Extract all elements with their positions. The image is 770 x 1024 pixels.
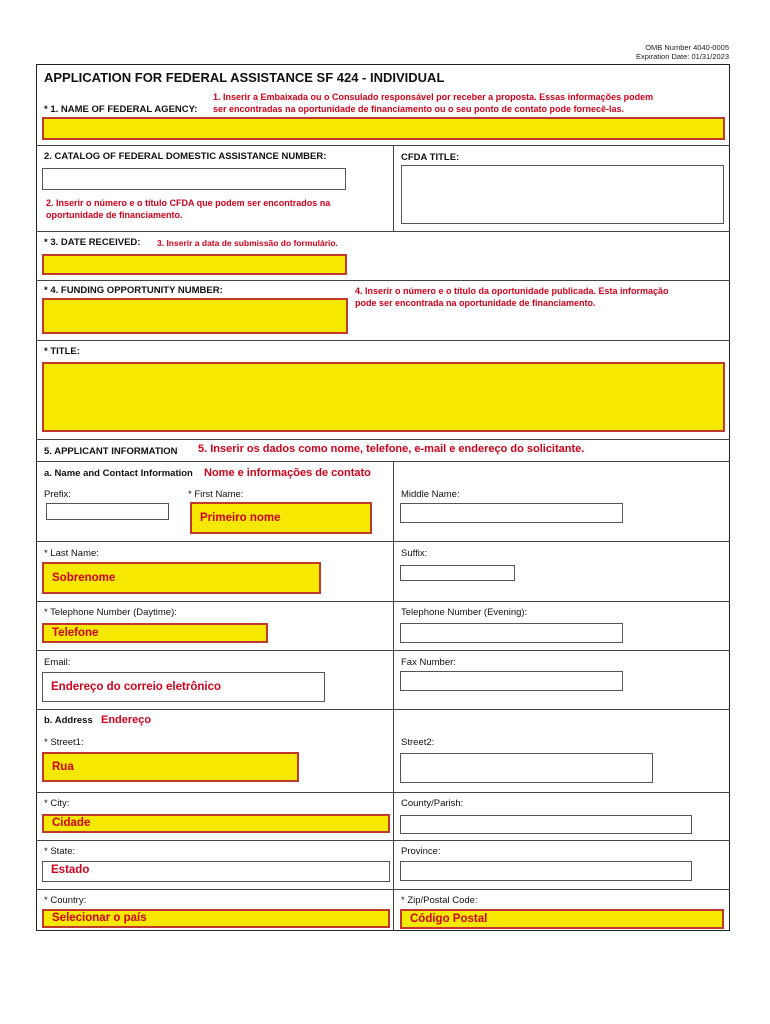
zip-value: Código Postal — [410, 913, 488, 925]
divider — [36, 541, 730, 542]
suffix-input[interactable] — [400, 565, 515, 581]
name-contact-label: a. Name and Contact Information — [44, 468, 193, 479]
date-received-label: * 3. DATE RECEIVED: — [44, 237, 141, 248]
divider — [36, 840, 730, 841]
first-name-input[interactable] — [190, 502, 372, 534]
street2-input[interactable] — [400, 753, 653, 783]
phone-day-value: Telefone — [52, 627, 99, 639]
country-select[interactable] — [42, 909, 390, 928]
date-received-input[interactable] — [42, 254, 347, 275]
divider — [36, 889, 730, 890]
country-label: * Country: — [44, 895, 87, 906]
zip-label: * Zip/Postal Code: — [401, 895, 478, 906]
divider — [36, 340, 730, 341]
divider — [36, 231, 730, 232]
middle-name-label: Middle Name: — [401, 489, 460, 500]
state-select[interactable] — [42, 861, 390, 882]
divider — [36, 650, 730, 651]
province-label: Province: — [401, 846, 441, 857]
county-label: County/Parish: — [401, 798, 464, 809]
cfda-note-2: oportunidade de financiamento. — [46, 210, 183, 220]
city-label: * City: — [44, 798, 70, 809]
country-value: Selecionar o país — [52, 912, 147, 924]
middle-name-input[interactable] — [400, 503, 623, 523]
prefix-input[interactable] — [46, 503, 169, 520]
county-input[interactable] — [400, 815, 692, 834]
divider — [393, 461, 394, 931]
date-received-note: 3. Inserir a data de submissão do formulário. — [157, 238, 338, 248]
prefix-label: Prefix: — [44, 489, 71, 500]
last-name-label: * Last Name: — [44, 548, 99, 559]
agency-input[interactable] — [42, 117, 725, 140]
cfda-number-input[interactable] — [42, 168, 346, 190]
phone-eve-input[interactable] — [400, 623, 623, 643]
street1-value: Rua — [52, 761, 74, 773]
fax-label: Fax Number: — [401, 657, 456, 668]
funding-number-input[interactable] — [42, 298, 348, 334]
divider — [36, 792, 730, 793]
divider — [393, 145, 394, 231]
divider — [36, 601, 730, 602]
applicant-note: 5. Inserir os dados como nome, telefone, e-mail e endereço do solicitante. — [198, 443, 585, 455]
street1-input[interactable] — [42, 752, 299, 782]
state-value: Estado — [51, 864, 90, 876]
cfda-title-label: CFDA TITLE: — [401, 152, 460, 163]
address-note: Endereço — [101, 714, 152, 726]
last-name-value: Sobrenome — [52, 572, 116, 584]
agency-label: * 1. NAME OF FEDERAL AGENCY: — [44, 104, 198, 115]
province-input[interactable] — [400, 861, 692, 881]
funding-note-1: 4. Inserir o número e o título da oportunidade publicada. Esta informação — [355, 286, 669, 296]
agency-note-2: ser encontradas na oportunidade de financiamento ou o seu ponto de contato pode fornecê-las. — [213, 104, 625, 114]
title-input[interactable] — [42, 362, 725, 432]
fax-input[interactable] — [400, 671, 623, 691]
divider — [36, 280, 730, 281]
title-label: * TITLE: — [44, 346, 80, 357]
cfda-note-1: 2. Inserir o número e o título CFDA que podem ser encontrados na — [46, 198, 331, 208]
zip-input[interactable] — [400, 909, 724, 929]
state-label: * State: — [44, 846, 76, 857]
city-value: Cidade — [52, 817, 91, 829]
last-name-input[interactable] — [42, 562, 321, 594]
phone-eve-label: Telephone Number (Evening): — [401, 607, 528, 618]
funding-label: * 4. FUNDING OPPORTUNITY NUMBER: — [44, 285, 223, 296]
street2-label: Street2: — [401, 737, 435, 748]
suffix-label: Suffix: — [401, 548, 428, 559]
divider — [36, 461, 730, 462]
divider — [36, 439, 730, 440]
email-label: Email: — [44, 657, 71, 668]
address-label: b. Address — [44, 715, 93, 726]
agency-note-1: 1. Inserir a Embaixada ou o Consulado responsável por receber a proposta. Essas informações podem — [213, 92, 654, 102]
applicant-label: 5. APPLICANT INFORMATION — [44, 446, 178, 457]
first-name-value: Primeiro nome — [200, 512, 281, 524]
email-value: Endereço do correio eletrônico — [51, 681, 221, 693]
divider — [36, 145, 730, 146]
street1-label: * Street1: — [44, 737, 84, 748]
form-title: APPLICATION FOR FEDERAL ASSISTANCE SF 424 - INDIVIDUAL — [44, 70, 445, 85]
omb-number: OMB Number 4040-0005 — [645, 43, 729, 52]
cfda-title-input[interactable] — [401, 165, 724, 224]
phone-day-label: * Telephone Number (Daytime): — [44, 607, 177, 618]
first-name-label: * First Name: — [188, 489, 244, 500]
name-contact-note: Nome e informações de contato — [204, 467, 371, 479]
omb-info — [636, 43, 729, 61]
funding-note-2: pode ser encontrada na oportunidade de financiamento. — [355, 298, 596, 308]
cfda-number-label: 2. CATALOG OF FEDERAL DOMESTIC ASSISTANCE NUMBER: — [44, 151, 327, 162]
expiration-date: Expiration Date: 01/31/2023 — [636, 52, 729, 61]
phone-day-input[interactable] — [42, 623, 268, 643]
divider — [36, 709, 730, 710]
email-input[interactable] — [42, 672, 325, 702]
city-input[interactable] — [42, 814, 390, 833]
